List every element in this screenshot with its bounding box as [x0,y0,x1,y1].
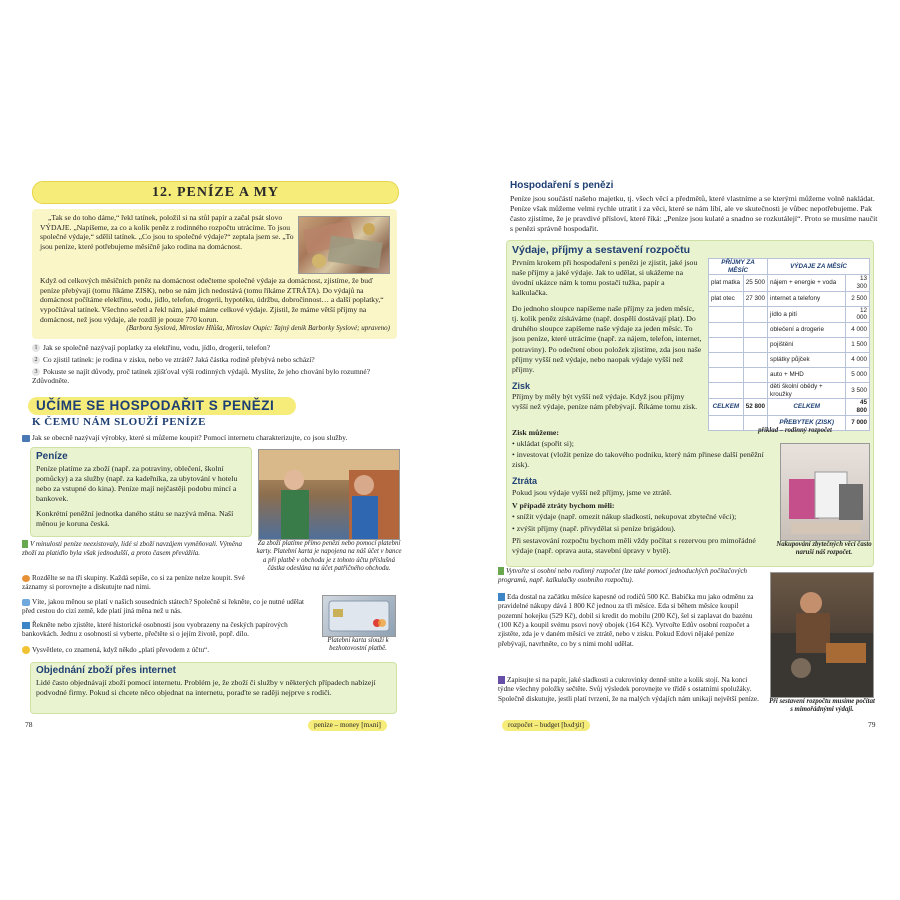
right-page [450,0,900,900]
zisk-text: Příjmy by měly být vyšší než výdaje. Když jsou příjmy vyšší než výdaje, peníze nám přebývají. Říkáme tomu zisk. [512,392,698,412]
history-note [22,540,252,558]
sun-icon [22,646,30,654]
expense-label: nájem + energie + voda [768,275,846,291]
mechanic-photo [770,572,874,698]
footer-vocab-right: rozpočet – budget [bʌdʒit] [502,720,590,731]
ztrata-item-1: • snížit výdaje (např. omezit nákup sladkostí, nekupovat zbytečné věci); [512,512,737,521]
payment-card-image [323,596,395,636]
expense-value: 2 500 [846,291,870,306]
task-4 [22,646,314,655]
income-value: 25 500 [743,275,767,291]
table-row [709,275,870,291]
question-text: Co zjistil tatínek: je rodina v zisku, nebo ve ztrátě? Jaká částka rodině přebývá nebo schází? [43,355,315,364]
expense-label: splátky půjček [768,353,846,368]
question-number: 1 [32,344,40,352]
table-row [709,353,870,368]
table-row [709,399,870,415]
chat-icon [22,599,30,606]
total-expense-label: CELKEM [768,399,846,415]
question-number: 2 [32,356,40,364]
ztrata-item-text: zvýšit příjmy (např. přivydělat si peníze brigádou). [516,524,676,533]
shop-caption: Za zboží platíme přímo penězi nebo pomocí platební karty. Platební karta je napojena na náš účet v bance a při platbě v obchodu je z tohoto účtu příslušná částka odeslána na účet patřičného obchodu. [256,540,402,572]
question-text: Pokuste se najít důvody, proč tatínek zjišťoval výši rodinných výdajů. Myslíte, že jeho chování bylo rozumné? Zdůvodněte. [32,367,370,386]
table-row [709,383,870,399]
expense-value: 5 000 [846,368,870,383]
notepad-icon [498,676,505,684]
shop-photo [258,449,400,540]
income-label: plat otec [709,291,744,306]
intro-paragraph-1: „Tak se do toho dáme,“ řekl tatínek, položil si na stůl papír a začal psát slovo VÝDAJE. „Napíšeme, za co a kolik peněz z rodinného rozpočtu utrácíme. To jsou společné výdaje,“ sdělil tatínek. „Co jsou to společné výdaje?“ zeptala jsem se. „To jsou peníze, které potřebujeme měsíčně jako rodina na domácnost. [40,213,294,252]
expense-value: 4 000 [846,353,870,368]
zisk-item-2: • investovat (vložit peníze do takového podniku, který nám přinese další peněžní zisk). [512,450,764,470]
income-value: 27 300 [743,291,767,306]
table-caption: příklad – rodinný rozpočet [758,427,832,434]
budget-text-2: Do jednoho sloupce napíšeme naše příjmy za jeden měsíc, tj. kolik peněz získáváme (např. dospělí dostávají plat). Do druhého sloupce zapíšeme naše výdaje za jeden měsíc. To jsou peníze, které utrácíme (např. za nájem, telefon, internet, potraviny). Po odečtení obou položek zjistíme, zda jsou naše příjmy vyšší než výdaje, nebo naopak výdaje vyšší než příjmy. [512,304,702,374]
table-row [709,291,870,306]
ztrata-text: Pokud jsou výdaje vyšší než příjmy, jsme ve ztrátě. [512,488,672,497]
ztrata-end: Při sestavování rozpočtu bychom měli vždy počítat s rezervou pro mimořádné výdaje (např. oprava auta, stavební úpravy v bytě). [512,536,756,556]
task-text: Řekněte nebo zjistěte, které historické osobnosti jsou vyobrazeny na českých papírových bankovkách. Jednu z osobností si vyberte, přečtěte si o jejím životě, popř. dílo. [22,621,288,639]
task-text: Vytvořte si osobní nebo rodinný rozpočet (lze také pomocí jednoduchých počítačových programů, např. kalkulačky osobního rozpočtu). [498,567,748,584]
subsection-question [22,433,402,443]
task-text: Víte, jakou měnou se platí v našich sousedních státech? Společně si řekněte, co je nutné udělat před cestou do cizí země, kde platí jiná měna než u nás. [22,598,305,616]
ztrata-heading: Ztráta [512,476,538,486]
task-3 [22,621,314,640]
subsection-title: K ČEMU NÁM SLOUŽÍ PENÍZE [32,416,206,428]
banknotes-image [299,217,389,273]
question-3 [32,367,382,386]
expense-value: 1 500 [846,338,870,353]
zisk-muzeme: Zisk můžeme: [512,428,559,437]
shop-image [259,450,399,539]
budget-table-wrap [708,258,870,431]
card-caption: Platební karta slouží k bezhotovostní platbě. [327,637,389,653]
page-number: 78 [25,720,33,729]
internet-heading: Objednání zboží přes internet [36,665,177,676]
expense-label: oblečení a drogerie [768,323,846,338]
penize-text-2: Konkrétní peněžní jednotka daného státu se nazývá měna. Naší měnou je koruna česká. [36,509,234,529]
budget-text-1: Prvním krokem při hospodaření s penězi je zjistit, jaké jsou naše příjmy a jaké výdaje. Jak to udělat, si ukážeme na úvodní ukázce nám k tomu postačí tužka, papír a kalkulačka. [512,258,698,298]
question-text: Jak se společně nazývají poplatky za elektřinu, vodu, jídlo, drogerii, telefon? [43,343,270,352]
total-income-label: CELKEM [709,399,744,415]
income-label: plat matka [709,275,744,291]
expense-label: internet a telefony [768,291,846,306]
question-2 [32,355,402,364]
penize-text-1: Peníze platíme za zboží (např. za potraviny, oblečení, školní pomůcky) a za služby (např. za kadeřníka, za ubytování v hotelu nebo za vstupné do kina). Peníze mají nejčastěji podobu mincí a bankovek. [36,464,238,504]
expense-label: auto + MHD [768,368,846,383]
zisk-heading: Zisk [512,381,531,391]
total-expense-value: 45 800 [846,399,870,415]
table-row [709,306,870,322]
total-income-value: 52 800 [743,399,767,415]
ztrata-pripad: V případě ztráty bychom měli: [512,501,615,510]
mechanic-caption: Při sestavení rozpočtu musíme počítat s mimořádnými výdaji. [769,698,875,714]
expense-label: jídlo a pití [768,306,846,322]
internet-text: Lidé často objednávají zboží pomocí internetu. Problém je, že zboží či služby v některých případech nabízejí podvodné firmy. Pokud si chcete něco objednat na internetu, poraďte se raději nejprve s rodiči. [36,678,376,698]
subsection-question-text: Jak se obecně nazývají výrobky, které si můžeme koupit? Pomocí internetu charakterizujte, co jsou služby. [32,433,348,442]
table-row [709,323,870,338]
expense-value: 12 000 [846,306,870,322]
task-r3 [498,676,760,704]
card-photo [322,595,396,637]
task-text: Rozdělte se na tři skupiny. Každá sepíše, co si za peníze nelze koupit. Své záznamy si porovnejte a diskutujte nad nimi. [22,574,245,592]
task-2 [22,598,314,617]
task-text: Eda dostal na začátku měsíce kapesné od rodičů 500 Kč. Babička mu jako odměnu za pravidelné nákupy dává 1 800 Kč jednou za tři měsíce. Eda si během měsíce koupil pozemní hokejku (529 Kč), dobil si kredit do mobilu (200 Kč), šel si zaplavat do bazénu (100 Kč) a koupil svému psovi nový obojek (164 Kč). Vytvořte Edův osobní rozpočet a zjistěte, zda je v daném měsíci ve ztrátě, nebo v zisku. Pokud Edovi nějaké peníze přebývají, navrhněte, co by s nimi mohl udělat. [498,593,754,648]
budget-heading: Výdaje, příjmy a sestavení rozpočtu [512,244,690,256]
expense-header: VÝDAJE ZA MĚSÍC [768,259,870,275]
task-r1 [498,567,768,585]
table-row [709,338,870,353]
hospodareni-heading: Hospodaření s penězi [510,180,614,191]
zisk-item-1: • ukládat (spořit si); [512,439,574,448]
computer-icon [22,435,30,442]
money-photo [298,216,390,274]
car-repair-image [771,573,873,697]
bags-photo [780,443,870,541]
expense-label: pojištění [768,338,846,353]
page-number-right: 79 [868,720,876,729]
expense-value: 4 000 [846,323,870,338]
citation: (Barbora Syslová, Miroslav Hlůša, Miroslav Oupic: Tajný deník Barborky Syslové; upraveno) [126,324,390,332]
book-icon [22,622,30,629]
group-icon [22,575,30,582]
ztrata-item-2: • zvýšit příjmy (např. přivydělat si peníze brigádou). [512,524,676,533]
intro-paragraph-2: Když od celkových měsíčních peněz na domácnost odečteme společné výdaje za domácnost, zjistíme, že buď peníze přebývají (tomu říkáme ZISK), nebo se nám jich nedostává (tomu říkáme ZTRÁTA). Do výdajů na domácnost počítáme elektřinu, vodu, jídlo, telefon, drogerii, hypotéku, údržbu, dobročinnost… a další poplatky,“ vypočítával tatínek. Všechno sečetl a řekl nám, jaké máme celkové výdaje. Zjistil, že máme větší příjmy na domácnost, než jsou výdaje, ale rozdíl je pouze 770 korun. [40,276,384,324]
section-title: UČÍME SE HOSPODAŘIT S PENĚZI [28,397,296,415]
pencil-icon [22,540,28,548]
page-title: 12. PENÍZE A MY [32,181,399,204]
task-text: Vysvětlete, co znamená, když někdo „platí převodem z účtu“. [32,646,210,654]
history-note-text: V minulosti peníze neexistovaly, lidé si zboží navzájem vyměňovali. Výměna zboží za platidlo byla však jednodušší, a proto časem převážila. [22,540,242,557]
pencil-icon [498,567,504,575]
table-row [709,368,870,383]
footer-vocab: peníze – money [mʌni] [308,720,387,731]
budget-table [708,258,870,431]
shopping-bags-image [781,444,869,540]
expense-label: děti školní obědy + kroužky [768,383,846,399]
zisk-item-text: investovat (vložit peníze do takového podniku, který nám přinese další peněžní zisk). [512,450,764,470]
question-1 [32,343,402,352]
ztrata-item-text: snížit výdaje (např. omezit nákup sladkostí, nekupovat zbytečné věci); [516,512,737,521]
task-text: Zapisujte si na papír, jaké sladkosti a cukrovinky denně sníte a kolik stojí. Na konci týdne všechny položky sečtěte. Svůj výsledek porovnejte ve třídě s ostatními spolužáky. Společně diskutujte, jestli platí tvrzení, že na malých výdajích nám unikají největší peníze. [498,676,759,703]
task-1 [22,574,252,593]
bags-caption: Nakupování zbytečných věcí často naruší náš rozpočet. [776,541,872,557]
penize-heading: Peníze [36,451,68,462]
expense-value: 3 500 [846,383,870,399]
hospodareni-text: Peníze jsou součástí našeho majetku, tj. všech věcí a předmětů, které vlastníme a se kterými můžeme volně nakládat. Peníze však můžeme velmi rychle utratit i za věci, které se nám líbí, ale ve skutečnosti je vůbec nepotřebujeme. Pak často zjistíme, že je pravdivé přísloví, které říká: „Peníze jsou kulaté a snadno se rozkutálejí“. Proto se musíme naučit s penězi správně hospodařit. [510,194,878,234]
book-icon [498,593,505,601]
question-number: 3 [32,368,40,376]
surplus-label: PŘEBYTEK (ZISK) [768,415,846,430]
zisk-item-text: ukládat (spořit si); [516,439,574,448]
expense-value: 13 300 [846,275,870,291]
task-r2 [498,593,760,649]
income-header: PŘÍJMY ZA MĚSÍC [709,259,768,275]
surplus-value: 7 000 [846,415,870,430]
